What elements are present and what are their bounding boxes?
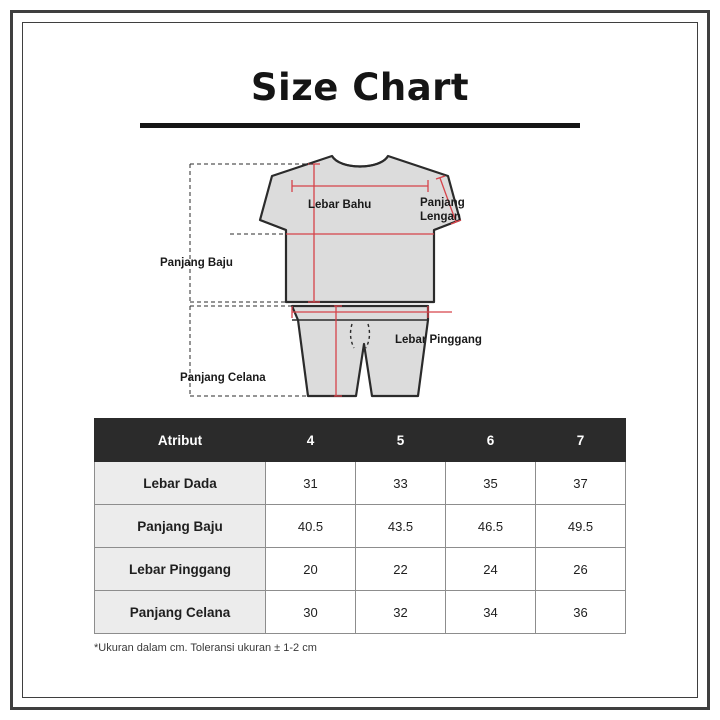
column-header-size-6: 6 <box>446 419 536 462</box>
cell-lebar-pinggang-4: 20 <box>266 548 356 591</box>
column-header-size-5: 5 <box>356 419 446 462</box>
label-panjang-lengan-line1: Panjang <box>420 197 465 209</box>
size-table-body <box>95 462 626 634</box>
cell-panjang-celana-7: 36 <box>536 591 626 634</box>
cell-lebar-pinggang-7: 26 <box>536 548 626 591</box>
size-table <box>94 418 626 634</box>
row-label-lebar-dada: Lebar Dada <box>95 462 266 505</box>
cell-lebar-dada-5: 33 <box>356 462 446 505</box>
column-header-atribut: Atribut <box>95 419 266 462</box>
page-title: Size Chart <box>250 66 470 109</box>
garment-diagram <box>40 134 680 414</box>
cell-panjang-celana-4: 30 <box>266 591 356 634</box>
title-divider <box>140 123 580 128</box>
garment-illustration <box>40 134 680 414</box>
label-panjang-lengan <box>420 196 465 225</box>
cell-panjang-celana-5: 32 <box>356 591 446 634</box>
row-label-lebar-pinggang: Lebar Pinggang <box>95 548 266 591</box>
cell-panjang-baju-6: 46.5 <box>446 505 536 548</box>
label-panjang-baju: Panjang Baju <box>160 257 233 269</box>
table-header-row <box>95 419 626 462</box>
cell-panjang-baju-4: 40.5 <box>266 505 356 548</box>
cell-lebar-dada-4: 31 <box>266 462 356 505</box>
column-header-size-4: 4 <box>266 419 356 462</box>
cell-panjang-baju-7: 49.5 <box>536 505 626 548</box>
measurement-note: *Ukuran dalam cm. Toleransi ukuran ± 1-2 cm <box>94 642 317 654</box>
content-area <box>40 40 680 680</box>
cell-panjang-celana-6: 34 <box>446 591 536 634</box>
table-row <box>95 591 626 634</box>
label-panjang-lengan-line2: Lengan <box>420 211 461 224</box>
tshirt-shape <box>260 156 460 302</box>
label-lebar-pinggang: Lebar Pinggang <box>395 334 482 346</box>
label-lebar-bahu: Lebar Bahu <box>308 199 372 211</box>
shorts-shape <box>292 306 428 396</box>
label-panjang-celana: Panjang Celana <box>180 372 266 384</box>
cell-lebar-dada-6: 35 <box>446 462 536 505</box>
row-label-panjang-baju: Panjang Baju <box>95 505 266 548</box>
cell-lebar-dada-7: 37 <box>536 462 626 505</box>
row-label-panjang-celana: Panjang Celana <box>95 591 266 634</box>
cell-lebar-pinggang-5: 22 <box>356 548 446 591</box>
cell-panjang-baju-5: 43.5 <box>356 505 446 548</box>
size-table-head <box>95 419 626 462</box>
column-header-size-7: 7 <box>536 419 626 462</box>
table-row <box>95 548 626 591</box>
table-row <box>95 462 626 505</box>
cell-lebar-pinggang-6: 24 <box>446 548 536 591</box>
table-row <box>95 505 626 548</box>
